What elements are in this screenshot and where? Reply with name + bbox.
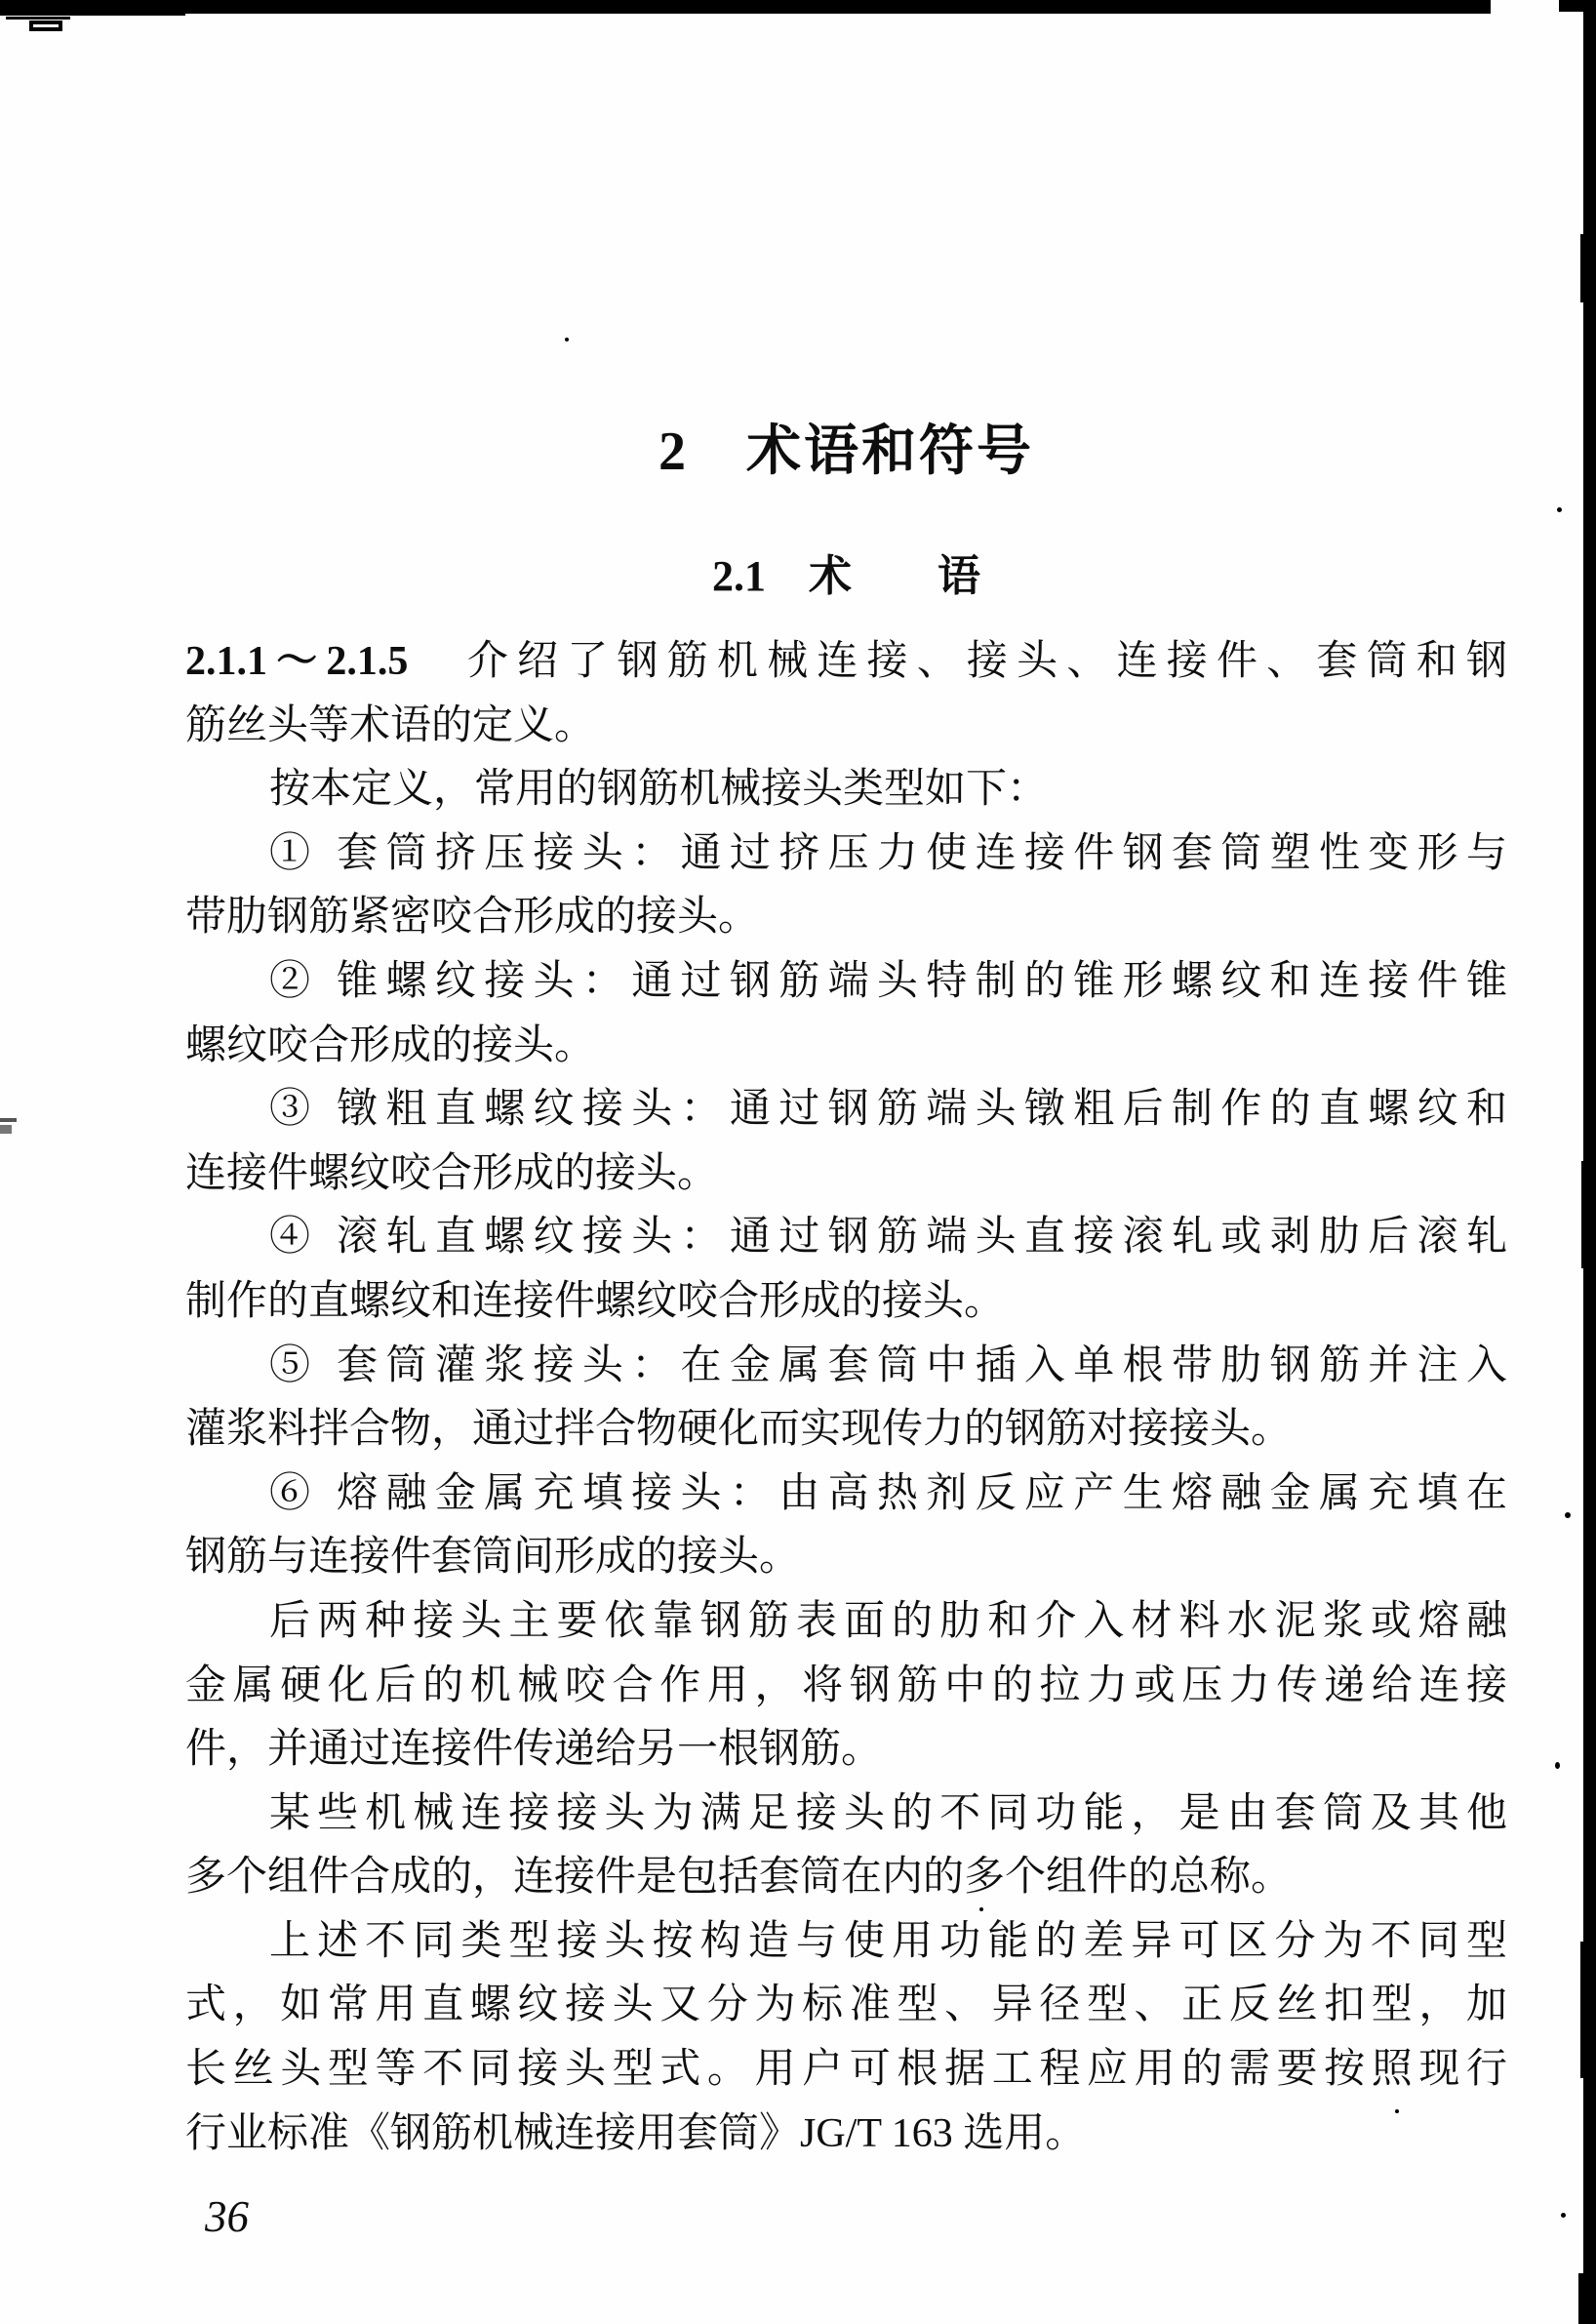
text-line: 钢筋与连接件套筒间形成的接头。	[185, 1535, 801, 1581]
text-line: 某些机械连接接头为满足接头的不同功能，是由套筒及其他	[269, 1790, 1507, 1836]
scan-artifact-left-edge-mark	[0, 1118, 17, 1122]
text-line: 多个组件合成的，连接件是包括套筒在内的多个组件的总称。	[185, 1855, 1293, 1901]
text-line: 行业标准《钢筋机械连接用套筒》JG/T 163 选用。	[185, 2110, 1087, 2156]
scan-artifact-top-band-tail	[0, 13, 185, 16]
text-line: ⑥ 熔融金属充填接头：由高热剂反应产生熔融金属充填在	[269, 1470, 1507, 1516]
text-line: 连接件螺纹咬合形成的接头。	[185, 1150, 719, 1196]
text-line: 制作的直螺纹和连接件螺纹咬合形成的接头。	[185, 1278, 1006, 1324]
scan-speck	[565, 338, 569, 341]
text-line: ② 锥螺纹接头：通过钢筋端头特制的锥形螺纹和连接件锥	[269, 958, 1507, 1004]
text-line: 筋丝头等术语的定义。	[185, 702, 596, 748]
page-number: 36	[205, 2192, 249, 2241]
scan-artifact-left-edge-mark	[0, 1125, 12, 1134]
text-line: 螺纹咬合形成的接头。	[185, 1022, 596, 1068]
scan-artifact	[1580, 234, 1584, 302]
text-line: 上述不同类型接头按构造与使用功能的差异可区分为不同型	[269, 1918, 1507, 1964]
scan-artifact-right-binding-bar	[1583, 0, 1596, 2324]
text-line: ⑤ 套筒灌浆接头：在金属套筒中插入单根带肋钢筋并注入	[269, 1342, 1507, 1388]
text-line: 按本定义，常用的钢筋机械接头类型如下：	[269, 767, 1049, 813]
text-line: 后两种接头主要依靠钢筋表面的肋和介入材料水泥浆或熔融	[269, 1598, 1507, 1644]
text-line: 长丝头型等不同接头型式。用户可根据工程应用的需要按照现行	[185, 2047, 1507, 2093]
scan-artifact-corner-mark	[29, 20, 62, 31]
scan-artifact-top-band	[0, 0, 1491, 14]
text-line: ④ 滚轧直螺纹接头：通过钢筋端头直接滚轧或剥肋后滚轧	[269, 1215, 1507, 1261]
scan-speck	[1555, 1762, 1560, 1769]
scan-artifact	[1581, 1161, 1584, 1268]
scan-artifact-corner-mark	[6, 17, 70, 20]
clause-range-label: 2.1.1～2.1.5	[185, 639, 409, 684]
scan-speck	[1565, 1512, 1571, 1518]
scan-speck	[1561, 2213, 1566, 2218]
text-line: ③ 镦粗直螺纹接头：通过钢筋端头镦粗后制作的直螺纹和	[269, 1087, 1507, 1133]
text-line: 金属硬化后的机械咬合作用，将钢筋中的拉力或压力传递给连接	[185, 1663, 1507, 1708]
text-line: 式，如常用直螺纹接头又分为标准型、异径型、正反丝扣型，加	[185, 1983, 1507, 2028]
chapter-title: 2 术语和符号	[658, 421, 1034, 482]
text-line: 2.1.1～2.1.5 介绍了钢筋机械连接、接头、连接件、套筒和钢	[185, 639, 1507, 684]
scan-artifact	[1580, 1942, 1584, 2078]
text-line: 带肋钢筋紧密咬合形成的接头。	[185, 895, 760, 941]
text-line: 灌浆料拌合物，通过拌合物硬化而实现传力的钢筋对接接头。	[185, 1407, 1293, 1453]
scan-speck	[1557, 507, 1562, 512]
section-heading: 2.1 术 语	[712, 552, 980, 600]
scan-artifact	[1578, 2273, 1584, 2324]
text-line: ① 套筒挤压接头：通过挤压力使连接件钢套筒塑性变形与	[269, 830, 1507, 876]
body-text	[185, 630, 1507, 2166]
text-line: 件，并通过连接件传递给另一根钢筋。	[185, 1727, 883, 1773]
